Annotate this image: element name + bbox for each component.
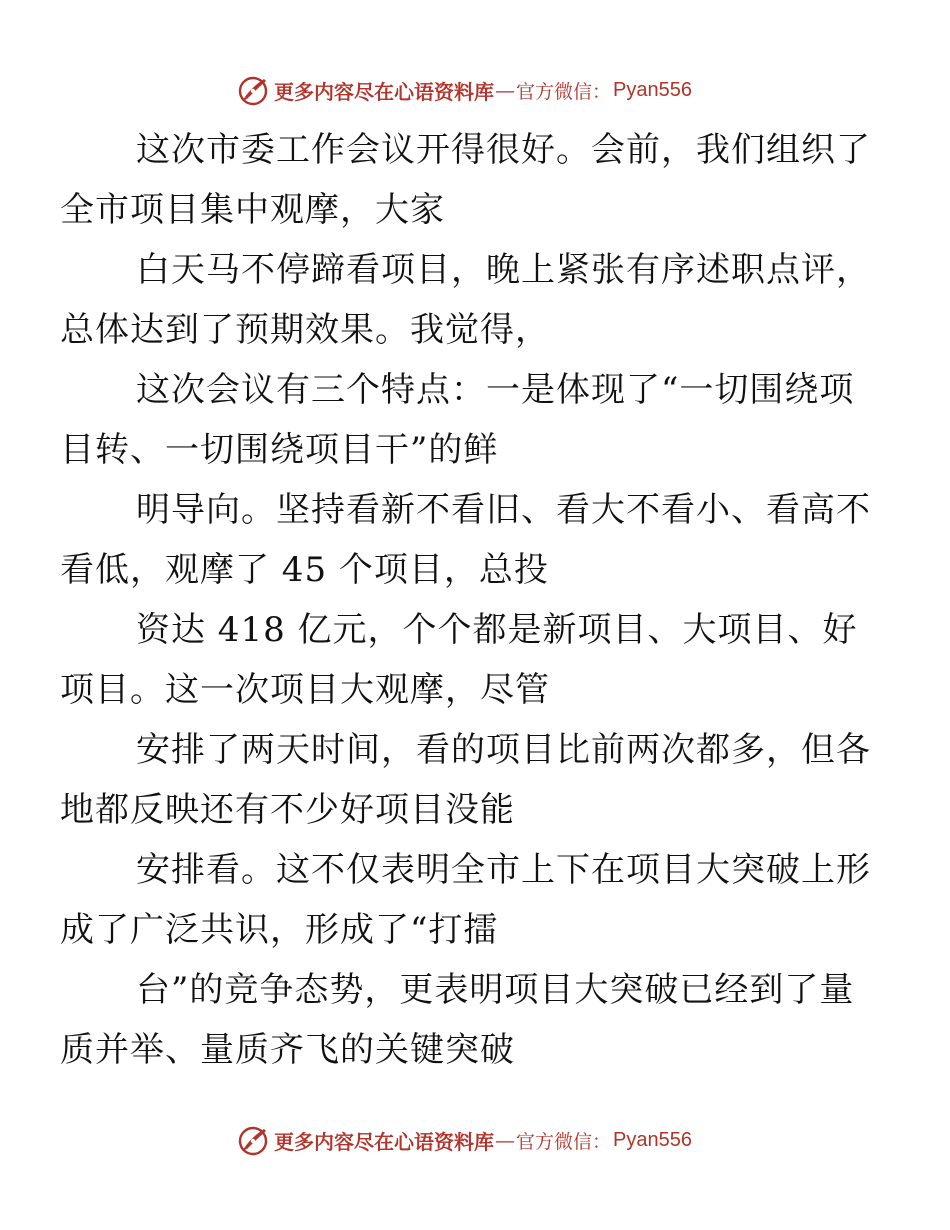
paragraph-line: 安排看。这不仅表明全市上下在项目大突破上形 xyxy=(136,850,871,890)
paragraph-7 xyxy=(60,840,871,960)
pen-logo-icon xyxy=(236,1123,270,1157)
paragraph-8 xyxy=(60,960,858,1080)
paragraph-line: 明导向。坚持看新不看旧、看大不看小、看高不 xyxy=(136,490,871,530)
paragraph-6 xyxy=(60,720,871,840)
pen-logo-icon xyxy=(236,73,270,107)
paragraph-line: 这次市委工作会议开得很好。会前，我们组织了 xyxy=(136,130,871,170)
paragraph-3 xyxy=(60,360,858,480)
paragraph-line: 看低，观摩了 45 个项目，总投 xyxy=(60,550,549,590)
banner-brand-text: 更多内容尽在心语资料库 xyxy=(274,79,494,104)
paragraph-line: 安排了两天时间，看的项目比前两次都多，但各 xyxy=(136,730,871,770)
paragraph-line: 全市项目集中观摩，大家 xyxy=(60,190,445,230)
banner-wechat-label: 官方微信： xyxy=(516,80,612,103)
banner-dash: — xyxy=(495,1128,515,1152)
header-banner xyxy=(236,72,736,108)
banner-wechat-id: Pyan556 xyxy=(613,78,692,101)
paragraph-1 xyxy=(60,120,871,240)
paragraph-line: 这次会议有三个特点：一是体现了“一切围绕项 xyxy=(136,370,855,410)
paragraph-line: 白天马不停蹄看项目，晚上紧张有序述职点评， xyxy=(136,250,871,290)
paragraph-line: 目转、一切围绕项目干”的鲜 xyxy=(60,430,499,470)
paragraph-2 xyxy=(60,240,871,360)
paragraph-5 xyxy=(60,600,858,720)
paragraph-line: 地都反映还有不少好项目没能 xyxy=(60,790,515,830)
paragraph-line: 质并举、量质齐飞的关键突破 xyxy=(60,1030,515,1070)
paragraph-line: 资达 418 亿元，个个都是新项目、大项目、好 xyxy=(136,610,858,650)
paragraph-line: 成了广泛共识，形成了“打擂 xyxy=(60,910,499,950)
document-body xyxy=(60,120,871,1080)
banner-wechat-label: 官方微信： xyxy=(516,1130,612,1153)
paragraph-line: 项目。这一次项目大观摩，尽管 xyxy=(60,670,550,710)
paragraph-4 xyxy=(60,480,871,600)
banner-wechat-id: Pyan556 xyxy=(613,1128,692,1151)
banner-brand-text: 更多内容尽在心语资料库 xyxy=(274,1129,494,1154)
banner-dash: — xyxy=(495,78,515,102)
footer-banner xyxy=(236,1122,736,1158)
paragraph-line: 台”的竞争态势，更表明项目大突破已经到了量 xyxy=(136,970,855,1010)
paragraph-line: 总体达到了预期效果。我觉得， xyxy=(60,310,550,350)
